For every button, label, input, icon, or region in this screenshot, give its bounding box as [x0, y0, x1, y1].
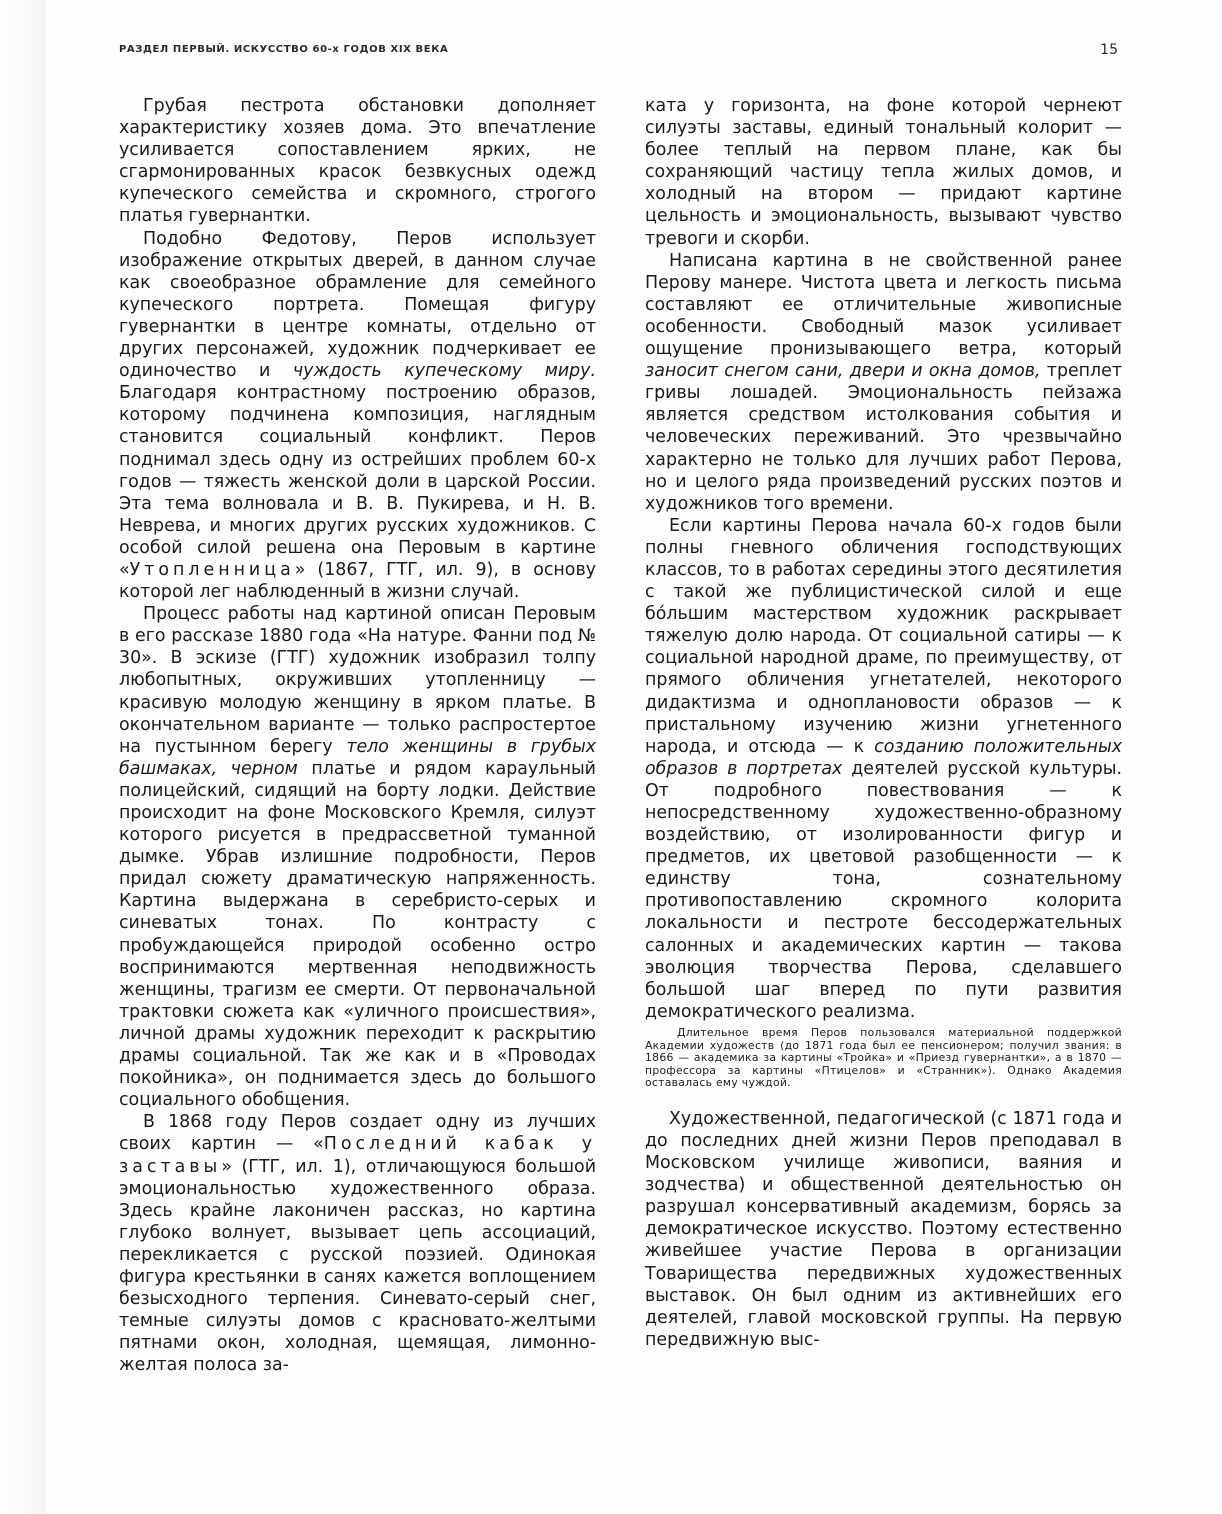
artwork-title: Последний кабак у заставы — [119, 1134, 596, 1177]
italic-phrase: чуждость купеческому миру. — [292, 361, 596, 382]
left-column — [119, 95, 596, 1376]
running-head: РАЗДЕЛ ПЕРВЫЙ. ИСКУССТВО 60-х ГОДОВ XIX ВЕКА — [119, 44, 449, 55]
paragraph: В 1868 году Перов создает одну из лучших своих картин — «Последний кабак у заставы» (ГТГ, ил. 1), отличающуюся большой эмоциональностью художественного образа. Здесь крайне лаконичен рассказ, но картина глубоко волнует, вызывает цепь ассоциаций, перекликается с русской поэзией. Одинокая фигура крестьянки в санях кажется воплощением безысходного терпения. Синевато-серый снег, темные силуэты домов с красновато-желтыми пятнами окон, холодная, щемящая, лимонно-желтая полоса за- — [119, 1112, 596, 1376]
italic-phrase: заносит снегом сани, двери и окна домов, — [645, 361, 1041, 382]
artwork-title: Утопленница — [129, 559, 295, 580]
paragraph: Процесс работы над картиной описан Перовым в его рассказе 1880 года «На натуре. Фанни под № 30». В эскизе (ГТГ) художник изобразил толпу любопытных, окруживших утопленницу — красивую молодую женщину в ярком платье. В окончательном варианте — только распростертое на пустынном берегу тело женщины в грубых башмаках, черном платье и рядом караульный полицейский, сидящий на борту лодки. Действие происходит на фоне Московского Кремля, силуэт которого рисуется в предрассветной туманной дымке. Убрав излишние подробности, Перов придал сюжету драматическую напряженность. Картина выдержана в серебристо-серых и синеватых тонах. По контрасту с пробуждающейся природой особенно остро воспринимаются мертвенная неподвижность женщины, трагизм ее смерти. От первоначальной трактовки сюжета как «уличного происшествия», личной драмы художник переходит к раскрытию драмы социальной. Так же как и в «Проводах покойника», он поднимается здесь до большого социального обобщения. — [119, 604, 596, 1111]
page-number: 15 — [1100, 42, 1118, 58]
italic-phrase: созданию положительных образов в портретах — [645, 736, 1122, 779]
paragraph: Написана картина в не свойственной ранее Перову манере. Чистота цвета и легкость письма составляют ее отличительные живописные особенности. Свободный мазок усиливает ощущение пронизывающего ветра, который заносит снегом сани, двери и окна домов, треплет гривы лошадей. Эмоциональность пейзажа является средством истолкования события и человеческих переживаний. Это чрезвычайно характерно не только для лучших работ Перова, но и целого ряда произведений русских поэтов и художников того времени. — [645, 250, 1122, 514]
paragraph: Подобно Федотову, Перов использует изображение открытых дверей, в данном случае как своеобразное обрамление для семейного купеческого портрета. Помещая фигуру гувернантки в центре комнаты, отдельно от других персонажей, художник подчеркивает ее одиночество и чуждость купеческому миру. Благодаря контрастному построению образов, которому подчинена композиция, наглядным становится социальный конфликт. Перов поднимал здесь одну из острейших проблем 60-х годов — тяжесть женской доли в царской России. Эта тема волновала и В. В. Пукирева, и Н. В. Неврева, и многих других русских художников. С особой силой решена она Перовым в картине «Утопленница» (1867, ГТГ, ил. 9), в основу которой лег наблюденный в жизни случай. — [119, 228, 596, 603]
right-column — [645, 95, 1122, 1351]
paragraph: Художественной, педагогической (с 1871 года и до последних дней жизни Перов преподавал в Московском училище живописи, ваяния и зодчества) и общественной деятельностью он разрушал консервативный академизм, борясь за демократическое искусство. Поэтому естественно живейшее участие Перова в организации Товарищества передвижных художественных выставок. Он был одним из активнейших его деятелей, главой московской группы. На первую передвижную выс- — [645, 1108, 1122, 1350]
paragraph: ката у горизонта, на фоне которой чернеют силуэты заставы, единый тональный колорит — более теплый на первом плане, как бы сохраняющий частицу тепла жилых домов, и холодный на втором — придают картине цельность и эмоциональность, вызывают чувство тревоги и скорби. — [645, 96, 1122, 249]
paragraph: Если картины Перова начала 60-х годов были полны гневного обличения господствующих классов, то в работах середины этого десятилетия с такой же публицистической силой и еще бо́льшим мастерством художник раскрывает тяжелую долю народа. От социальной сатиры — к социальной народной драме, по преимуществу, от прямого обличения угнетателей, некоторого дидактизма и одноплановости образов — к пристальному изучению жизни угнетенного народа, и отсюда — к созданию положительных образов в портретах деятелей русской культуры. От подробного повествования — к непосредственному художественно-образному воздействию, от изолированности фигур и предметов, их цветовой разобщенности — к единству тона, сознательному противопоставлению скромного колорита локальности и пестроте бессодержательных салонных и академических картин — такова эволюция творчества Перова, сделавшего большой шаг вперед по пути развития демократического реализма. — [645, 515, 1123, 1022]
paragraph: Грубая пестрота обстановки дополняет характеристику хозяев дома. Это впечатление усиливается сопоставлением ярких, не сгармонированных красок безвкусных одежд купеческого семейства и скромного, строгого платья гувернантки. — [119, 96, 596, 227]
italic-phrase: тело женщины в грубых башмаках, черном — [119, 736, 596, 779]
footnote: Длительное время Перов пользовался материальной поддержкой Академии художеств (до 1871 года был ее пенсионером; получил звания: в 1866 — академика за картины «Тройка» и «Приезд гувернантки», а в 1870 — профессора за картины «Птицелов» и «Странник»). Однако Академия оставалась ему чуждой. — [645, 1025, 1122, 1090]
scan-edge — [0, 0, 46, 1514]
